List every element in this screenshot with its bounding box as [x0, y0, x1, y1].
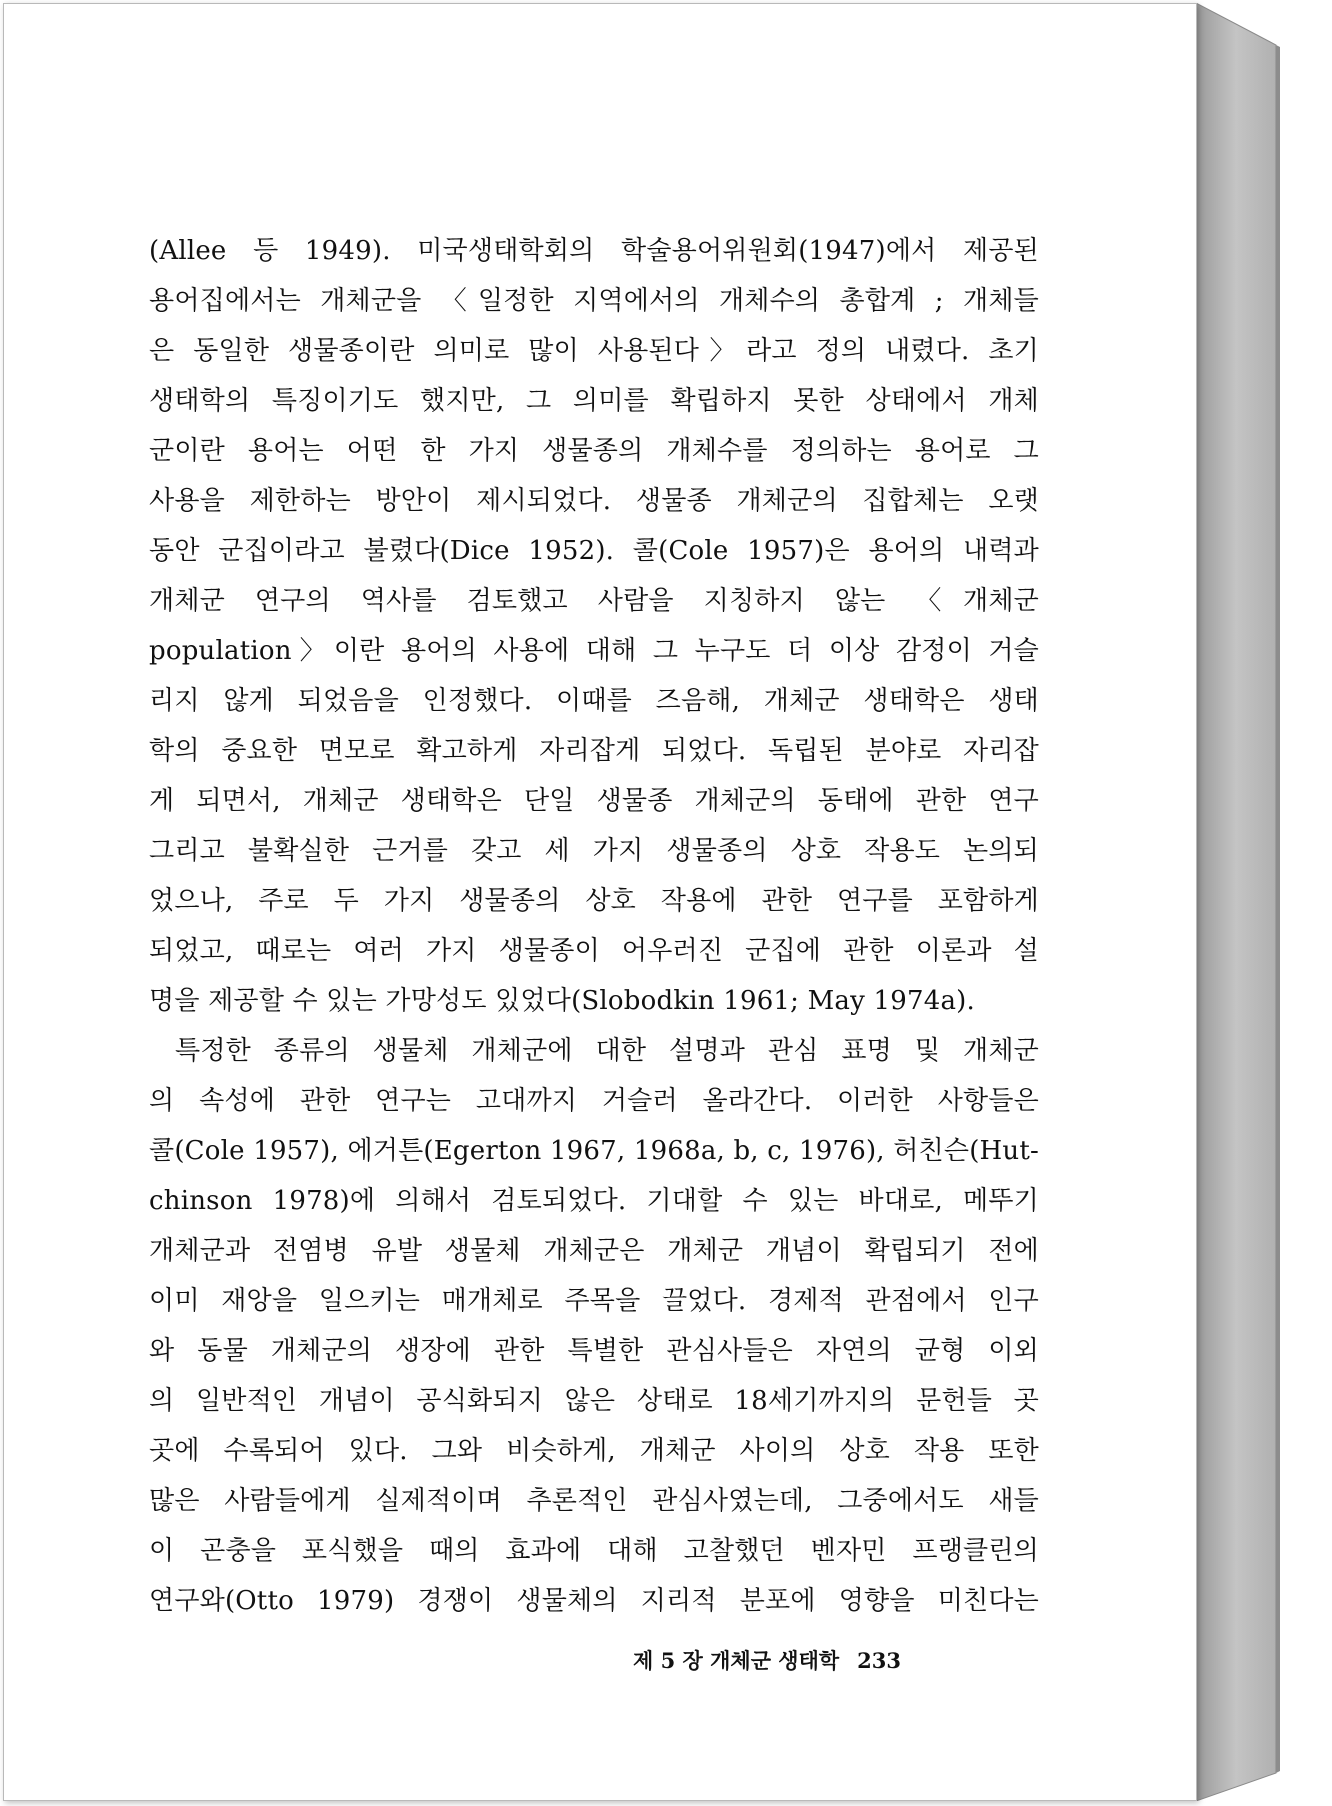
- body-text: [149, 226, 1039, 1626]
- text-line: 의 속성에 관한 연구는 고대까지 거슬러 올라간다. 이러한 사항들은: [149, 1086, 1039, 1116]
- text-line: 군이란 용어는 어떤 한 가지 생물종의 개체수를 정의하는 용어로 그: [149, 436, 1039, 466]
- text-line: 개체군 연구의 역사를 검토했고 사람을 지칭하지 않는 〈개체군: [149, 586, 1039, 616]
- running-footer-chapter: 제 5 장 개체군 생태학: [633, 1648, 840, 1673]
- text-line: 와 동물 개체군의 생장에 관한 특별한 관심사들은 자연의 균형 이외: [149, 1336, 1039, 1366]
- text-line: chinson 1978)에 의해서 검토되었다. 기대할 수 있는 바대로, 메뚜기: [149, 1186, 1039, 1216]
- text-line: 동안 군집이라고 불렸다(Dice 1952). 콜(Cole 1957)은 용어의 내력과: [149, 536, 1039, 566]
- text-line: 곳에 수록되어 있다. 그와 비슷하게, 개체군 사이의 상호 작용 또한: [149, 1436, 1039, 1466]
- page-footer: [633, 1641, 901, 1681]
- book-spine: [1196, 3, 1326, 1801]
- page-number: 233: [857, 1648, 901, 1673]
- text-line: 의 일반적인 개념이 공식화되지 않은 상태로 18세기까지의 문헌들 곳: [149, 1386, 1039, 1416]
- text-line: 학의 중요한 면모로 확고하게 자리잡게 되었다. 독립된 분야로 자리잡: [149, 736, 1039, 766]
- text-line: 었으나, 주로 두 가지 생물종의 상호 작용에 관한 연구를 포함하게: [149, 886, 1039, 916]
- paragraph-2: [149, 1026, 1039, 1626]
- text-line: 이 곤충을 포식했을 때의 효과에 대해 고찰했던 벤자민 프랭클린의: [149, 1536, 1039, 1566]
- text-line: 특정한 종류의 생물체 개체군에 대한 설명과 관심 표명 및 개체군: [175, 1036, 1039, 1066]
- text-line: population〉이란 용어의 사용에 대해 그 누구도 더 이상 감정이 거슬: [149, 636, 1039, 666]
- text-line: 리지 않게 되었음을 인정했다. 이때를 즈음해, 개체군 생태학은 생태: [149, 686, 1039, 716]
- text-line: (Allee 등 1949). 미국생태학회의 학술용어위원회(1947)에서 제공된: [149, 236, 1039, 266]
- text-line: 생태학의 특징이기도 했지만, 그 의미를 확립하지 못한 상태에서 개체: [149, 386, 1039, 416]
- book-page: [3, 3, 1197, 1801]
- text-line: 콜(Cole 1957), 에거튼(Egerton 1967, 1968a, b, c, 1976), 허친슨(Hut-: [149, 1136, 1039, 1166]
- text-line: 그리고 불확실한 근거를 갖고 세 가지 생물종의 상호 작용도 논의되: [149, 836, 1039, 866]
- text-line: 사용을 제한하는 방안이 제시되었다. 생물종 개체군의 집합체는 오랫: [149, 486, 1039, 516]
- text-line: 이미 재앙을 일으키는 매개체로 주목을 끌었다. 경제적 관점에서 인구: [149, 1286, 1039, 1316]
- text-line: 많은 사람들에게 실제적이며 추론적인 관심사였는데, 그중에서도 새들: [149, 1486, 1039, 1516]
- text-line: 게 되면서, 개체군 생태학은 단일 생물종 개체군의 동태에 관한 연구: [149, 786, 1039, 816]
- text-line: 되었고, 때로는 여러 가지 생물종이 어우러진 군집에 관한 이론과 설: [149, 936, 1039, 966]
- text-line: 명을 제공할 수 있는 가망성도 있었다(Slobodkin 1961; May 1974a).: [149, 986, 975, 1016]
- text-line: 은 동일한 생물종이란 의미로 많이 사용된다〉라고 정의 내렸다. 초기: [149, 336, 1039, 366]
- text-line: 용어집에서는 개체군을 〈일정한 지역에서의 개체수의 총합계 ; 개체들: [149, 286, 1039, 316]
- text-line: 개체군과 전염병 유발 생물체 개체군은 개체군 개념이 확립되기 전에: [149, 1236, 1039, 1266]
- text-line: 연구와(Otto 1979) 경쟁이 생물체의 지리적 분포에 영향을 미친다는: [149, 1586, 1039, 1616]
- paragraph-1: [149, 226, 1039, 1026]
- book-spine-shape: [1196, 3, 1326, 1801]
